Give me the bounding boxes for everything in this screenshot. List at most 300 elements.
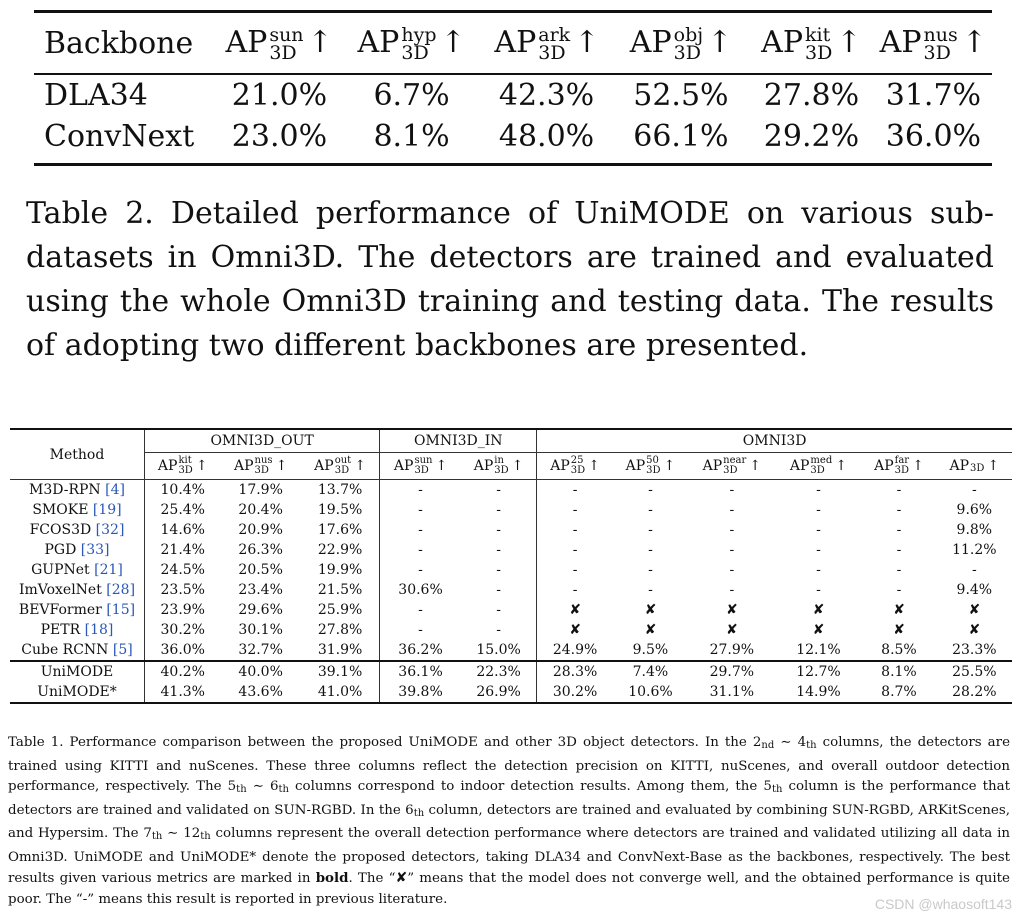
table-cell: 22.9% (301, 540, 380, 560)
method-label: M3D-RPN (29, 482, 101, 498)
ap-base: AP (157, 458, 178, 474)
table-cell: 27.9% (709, 642, 755, 658)
table-cell: 10.6% (613, 682, 688, 703)
table-row (10, 520, 1012, 540)
caption-sub: th (200, 831, 211, 842)
table-cell: 14.6% (160, 522, 205, 538)
table-cell: - (461, 500, 537, 520)
ap-label (494, 25, 570, 62)
ap-scripts (895, 456, 909, 476)
ap-base: AP (234, 458, 254, 474)
table-cell: - (896, 542, 902, 558)
table-cell: 19.9% (301, 560, 380, 580)
caption-text: ∼ 6 (246, 779, 279, 794)
table2-col-header-kit (748, 13, 874, 73)
table-cell: 25.5% (937, 661, 1012, 682)
table-cell: 15.0% (461, 640, 537, 661)
ap-label (880, 25, 958, 62)
ap-label (874, 456, 909, 476)
up-arrow-icon: ↑ (511, 458, 524, 474)
table-cell: - (461, 600, 537, 620)
cross-mark-icon: ✘ (569, 622, 581, 638)
citation-link[interactable]: [4] (105, 482, 125, 498)
ap-base: AP (879, 24, 922, 60)
table-cell: - (572, 542, 578, 558)
metric-header-far (861, 453, 936, 480)
ap-sub: 3D (334, 465, 350, 476)
table-cell: - (418, 622, 423, 638)
ap-sub: 3D (401, 41, 429, 64)
table-cell: - (572, 582, 578, 598)
caption-sub: th (771, 784, 783, 795)
ap-scripts (178, 456, 192, 476)
cross-mark-icon: ✘ (395, 870, 408, 886)
ap-sup: sun (269, 23, 304, 46)
caption-bold-word: bold (315, 870, 349, 886)
caption-sub: th (236, 784, 247, 795)
table-cell: - (461, 620, 537, 640)
citation-link[interactable]: [18] (84, 622, 114, 638)
table-cell: 23.4% (238, 582, 283, 598)
ap-sub: 3D (646, 465, 661, 476)
table-cell: - (729, 522, 735, 538)
table-cell: 20.5% (238, 562, 283, 578)
method-label: GUPNet (31, 562, 90, 578)
up-arrow-icon: ↑ (440, 24, 466, 60)
ap-scripts (414, 456, 432, 476)
table2-grid (34, 13, 992, 73)
ap-sub: 3D (494, 465, 509, 476)
table-cell: - (971, 562, 977, 578)
table-cell: - (461, 560, 537, 580)
citation-link[interactable]: [32] (95, 522, 125, 538)
table2-cell: 8.1% (373, 119, 450, 154)
caption-text: columns correspond to indoor detection results. Among them, the 5 (288, 779, 772, 794)
table-cell: 20.9% (238, 522, 283, 538)
table2-header-row (34, 13, 992, 73)
table-cell: 30.1% (238, 622, 283, 638)
table-cell: - (937, 480, 1012, 501)
backbone-name: DLA34 (44, 78, 148, 113)
ap-base: AP (949, 458, 970, 474)
ap-sup: ark (538, 23, 571, 46)
ap-sup: nus (254, 455, 273, 466)
ap-base: AP (702, 458, 723, 474)
method-label: ImVoxelNet (18, 582, 102, 598)
method-label: PETR (40, 622, 81, 638)
table-cell: - (461, 480, 537, 501)
table-cell: 23.3% (952, 642, 997, 658)
ap-label (225, 25, 303, 62)
up-arrow-icon: ↑ (987, 458, 1000, 474)
ap-sup: kit (805, 23, 831, 46)
table-cell: 31.9% (301, 640, 380, 661)
group-omni3d-out: OMNI3D_OUT (145, 429, 380, 453)
table-cell: 13.7% (301, 480, 380, 501)
method-label: BEVFormer (18, 602, 102, 618)
table-cell: 12.1% (796, 642, 841, 658)
table2-cell: 66.1% (633, 119, 729, 154)
table-row (10, 480, 1012, 501)
ap-label (394, 456, 433, 476)
ap-label (626, 456, 661, 476)
ap-sup: 50 (646, 455, 659, 466)
up-arrow-icon: ↑ (195, 458, 208, 474)
caption-text: ∼ 4 (774, 735, 807, 750)
table-cell: - (461, 580, 537, 600)
ap-base: AP (494, 24, 537, 60)
table-cell: 41.0% (301, 682, 380, 703)
ap-base: AP (625, 458, 646, 474)
table-cell: - (896, 522, 902, 538)
table-cell: - (648, 582, 653, 598)
group-omni3d: OMNI3D (537, 429, 1012, 453)
table-cell: - (648, 562, 653, 578)
metric-header-in (461, 453, 537, 480)
table-cell: 29.6% (238, 602, 283, 618)
ap-sup: nus (923, 23, 958, 46)
ap-label (158, 456, 193, 476)
table1 (10, 428, 1012, 704)
caption-sub: th (806, 740, 817, 751)
table-cell: - (816, 542, 821, 558)
up-arrow-icon: ↑ (835, 458, 847, 474)
metric-header-50 (613, 453, 688, 480)
ap-sub: 3D (178, 465, 193, 476)
ap-base: AP (473, 458, 494, 474)
citation-link[interactable]: [15] (106, 602, 136, 618)
ap-base: AP (357, 24, 400, 60)
table-cell: 26.3% (238, 542, 283, 558)
table-cell: 23.5% (160, 582, 205, 598)
ap-scripts (723, 456, 746, 476)
table-cell: - (537, 480, 613, 501)
ap-base: AP (629, 24, 672, 60)
ap-sup: hyp (401, 23, 437, 46)
table-row (10, 682, 1012, 703)
table-cell: 39.1% (301, 661, 380, 682)
ap-sup: in (494, 455, 504, 466)
ap-scripts (255, 456, 273, 476)
group-omni3d-in: OMNI3D_IN (380, 429, 537, 453)
method-name (10, 480, 145, 501)
table-cell: - (648, 522, 653, 538)
cross-mark-icon: ✘ (569, 602, 581, 618)
ap-sub: 3D (414, 465, 429, 476)
citation-link[interactable]: [21] (94, 562, 123, 578)
method-label: UniMODE (40, 664, 114, 680)
ap-scripts (810, 456, 832, 476)
ap-sup: med (810, 455, 833, 466)
citation-link[interactable]: [19] (92, 502, 122, 518)
table-cell: 10.4% (145, 480, 221, 501)
ap-scripts (571, 456, 585, 476)
table2-col-header-sun (215, 13, 344, 73)
ap-label (949, 456, 984, 476)
table-cell: 41.3% (145, 682, 221, 703)
metric-header-25 (537, 453, 613, 480)
up-arrow-icon: ↑ (836, 24, 862, 60)
table-cell: 40.0% (220, 661, 300, 682)
table-cell: 43.6% (220, 682, 300, 703)
table-cell: 9.6% (956, 502, 993, 518)
ap-sup: kit (178, 455, 192, 466)
table1-grid (10, 428, 1012, 704)
table-cell: 30.2% (537, 682, 613, 703)
ap-label (550, 456, 585, 476)
table-cell: - (418, 542, 423, 558)
up-arrow-icon: ↑ (707, 24, 733, 60)
up-arrow-icon: ↑ (574, 24, 600, 60)
caption-text: ∼ 12 (162, 826, 201, 841)
table-row (10, 600, 1012, 620)
ap-base: AP (393, 458, 414, 474)
table2-bottom-rule (34, 163, 992, 166)
table-cell: - (729, 502, 735, 518)
table1-metric-row (10, 453, 1012, 480)
metric-header-sun (380, 453, 461, 480)
table-row (10, 640, 1012, 661)
table2-cell: 52.5% (633, 78, 729, 113)
table2-cell: 31.7% (885, 78, 982, 113)
table-cell: - (816, 562, 821, 578)
method-label: FCOS3D (29, 522, 92, 538)
table-row (10, 540, 1012, 560)
ap-sup: obj (673, 23, 704, 46)
cross-mark-icon: ✘ (968, 602, 981, 618)
table-row (10, 560, 1012, 580)
table-row (10, 620, 1012, 640)
ap-sub: 3D (970, 463, 985, 474)
ap-sub: 3D (254, 465, 269, 476)
table-cell: - (816, 582, 821, 598)
table-cell: - (861, 480, 936, 501)
citation-link[interactable]: [28] (106, 582, 136, 598)
ap-scripts (494, 456, 508, 476)
ap-label (630, 25, 703, 62)
up-arrow-icon: ↑ (588, 458, 600, 474)
ap-scripts (401, 23, 437, 64)
method-name (10, 540, 145, 560)
caption-text: columns represent the overall detection performance where detectors are trained and validated utilizing all data in Omni3D. UniMODE and UniMODE* denote the proposed detectors, taking DLA34 and ConvNext-Base as the backbones, respectively. The best results given various metrics are marked in (8, 826, 1010, 886)
method-label: Cube RCNN (21, 642, 109, 658)
ap-sub: 3D (673, 41, 701, 64)
ap-sub: 3D (805, 41, 833, 64)
table-cell: 7.4% (613, 661, 688, 682)
table-cell: 32.7% (238, 642, 283, 658)
table-cell: - (461, 540, 537, 560)
table-cell: 14.9% (776, 682, 862, 703)
metric-header-near (688, 453, 776, 480)
table2-cell: 21.0% (231, 78, 328, 113)
method-name (10, 682, 145, 703)
up-arrow-icon: ↑ (663, 458, 676, 474)
up-arrow-icon: ↑ (354, 458, 366, 474)
up-arrow-icon: ↑ (749, 458, 762, 474)
table-cell: 25.9% (301, 600, 380, 620)
table-cell: - (572, 522, 578, 538)
table2-cell: 6.7% (373, 78, 450, 113)
table2-cell: 48.0% (498, 119, 595, 154)
ap-scripts (805, 23, 833, 64)
table2-row (34, 75, 992, 116)
ap-scripts (269, 23, 304, 64)
table2-cell: 29.2% (763, 119, 860, 154)
up-arrow-icon: ↑ (961, 24, 987, 60)
table-cell: 8.5% (881, 642, 917, 658)
table-cell: - (729, 562, 735, 578)
cross-mark-icon: ✘ (644, 622, 657, 638)
caption-sub: th (151, 831, 163, 842)
table2-cell: 42.3% (498, 78, 595, 113)
table-cell: 21.5% (301, 580, 380, 600)
table-cell: 30.2% (160, 622, 205, 638)
table-cell: - (418, 522, 423, 538)
table2-row (34, 116, 992, 157)
ap-scripts (335, 456, 351, 476)
ap-sub: 3D (269, 41, 297, 64)
ap-sup: out (334, 455, 352, 466)
caption-text: column is the performance that detectors are trained and validated on SUN-RGBD. In the 6 (8, 779, 1011, 818)
table2-caption: Table 2. Detailed performance of UniMODE on various sub-datasets in Omni3D. The detectors are trained and evaluated using the whole Omni3D training and testing data. The results of adopting two different backbones are presented. (26, 196, 994, 363)
table-cell: 36.0% (160, 642, 205, 658)
table2-col-header-ark (480, 13, 614, 73)
ap-scripts (970, 458, 984, 474)
citation-link[interactable]: [33] (80, 542, 110, 558)
method-name (10, 520, 145, 540)
table2-cell: 36.0% (885, 119, 982, 154)
table1-caption (8, 733, 1010, 910)
table-cell: - (380, 480, 461, 501)
table-cell: 9.4% (956, 582, 993, 598)
table-cell: 9.8% (956, 522, 993, 538)
table-cell: 9.5% (632, 642, 669, 658)
ap-base: AP (314, 458, 334, 474)
up-arrow-icon: ↑ (307, 24, 333, 60)
table-cell: 26.9% (461, 682, 537, 703)
ap-sub: 3D (570, 465, 586, 476)
method-name (10, 580, 145, 600)
ap-label (703, 456, 747, 476)
caption-text: columns, the detectors are trained using KITTI and nuScenes. These three columns reflect the detection precision on KITTI, nuScenes, and overall outdoor detection performance, respectively. The 5 (8, 735, 1010, 794)
watermark: CSDN @whaosoft143 (874, 896, 1012, 912)
table1-group-row (10, 429, 1012, 453)
table-cell: - (816, 522, 821, 538)
table-cell: 24.9% (552, 642, 598, 658)
caption-text: column, detectors are trained and evaluated by combining SUN-RGBD, ARKitScenes, and Hypersim. The 7 (8, 802, 1010, 841)
table-cell: - (896, 562, 902, 578)
table-cell: - (613, 480, 688, 501)
method-name (10, 600, 145, 620)
citation-link[interactable]: [5] (112, 642, 133, 658)
metric-header-nus (220, 453, 300, 480)
table-cell: 23.9% (160, 602, 205, 618)
table2-col-header-obj (614, 13, 748, 73)
table-row (10, 661, 1012, 682)
table2-backbone-header: Backbone (44, 25, 194, 61)
table-row (10, 500, 1012, 520)
table-cell: 21.4% (160, 542, 205, 558)
ap-scripts (923, 23, 958, 64)
table-cell: - (418, 502, 423, 518)
ap-sup: 25 (570, 455, 584, 466)
ap-base: AP (225, 24, 268, 60)
method-name (10, 560, 145, 580)
cross-mark-icon: ✘ (725, 602, 738, 618)
cross-mark-icon: ✘ (893, 622, 905, 638)
backbone-name: ConvNext (44, 119, 195, 154)
table-cell: - (572, 562, 578, 578)
table2-cell: 23.0% (231, 119, 328, 154)
metric-header-overall (937, 453, 1012, 480)
table-cell: 11.2% (952, 542, 997, 558)
table-cell: - (418, 602, 423, 618)
caption-text: Table 1. Performance comparison between the proposed UniMODE and other 3D object detectors. In the 2 (8, 735, 762, 750)
table-cell: 24.5% (160, 562, 205, 578)
ap-base: AP (761, 24, 804, 60)
ap-scripts (538, 23, 571, 64)
table-cell: - (729, 542, 735, 558)
table2 (34, 10, 992, 166)
cross-mark-icon: ✘ (968, 622, 981, 638)
table2-cell: 27.8% (763, 78, 860, 113)
metric-header-out (301, 453, 380, 480)
ap-label (234, 456, 273, 476)
up-arrow-icon: ↑ (275, 458, 288, 474)
table-cell: 36.2% (398, 642, 443, 658)
table1-method-header: Method (10, 429, 145, 480)
table-cell: 12.7% (776, 661, 862, 682)
ap-sub: 3D (538, 41, 566, 64)
method-label: UniMODE* (37, 684, 117, 700)
ap-base: AP (874, 458, 894, 474)
table-cell: 31.1% (688, 682, 776, 703)
table2-body (34, 75, 992, 157)
ap-sup: near (723, 455, 747, 466)
up-arrow-icon: ↑ (912, 458, 924, 474)
ap-scripts (673, 23, 704, 64)
table-cell: 8.7% (861, 682, 936, 703)
table-row (10, 580, 1012, 600)
caption-sub: th (278, 784, 289, 795)
cross-mark-icon: ✘ (644, 602, 657, 618)
table-cell: - (648, 542, 653, 558)
up-arrow-icon: ↑ (435, 458, 448, 474)
cross-mark-icon: ✘ (725, 622, 738, 638)
ap-sub: 3D (923, 41, 951, 64)
table-cell: - (776, 480, 862, 501)
ap-base: AP (550, 458, 570, 474)
ap-sub: 3D (810, 465, 825, 476)
table-cell: 27.8% (301, 620, 380, 640)
table-cell: - (418, 562, 423, 578)
table-cell: 25.4% (160, 502, 205, 518)
ap-base: AP (789, 458, 810, 474)
table-cell: 29.7% (688, 661, 776, 682)
ap-sub: 3D (894, 465, 910, 476)
table-cell: - (648, 502, 653, 518)
metric-header-med (776, 453, 862, 480)
table2-col-header-hyp (343, 13, 479, 73)
cross-mark-icon: ✘ (812, 602, 825, 618)
ap-sub: 3D (723, 465, 738, 476)
ap-label (314, 456, 351, 476)
caption-sub: th (413, 807, 425, 819)
method-name (10, 640, 145, 661)
table-cell: - (688, 480, 776, 501)
method-label: PGD (44, 542, 77, 558)
table-cell: - (729, 582, 735, 598)
